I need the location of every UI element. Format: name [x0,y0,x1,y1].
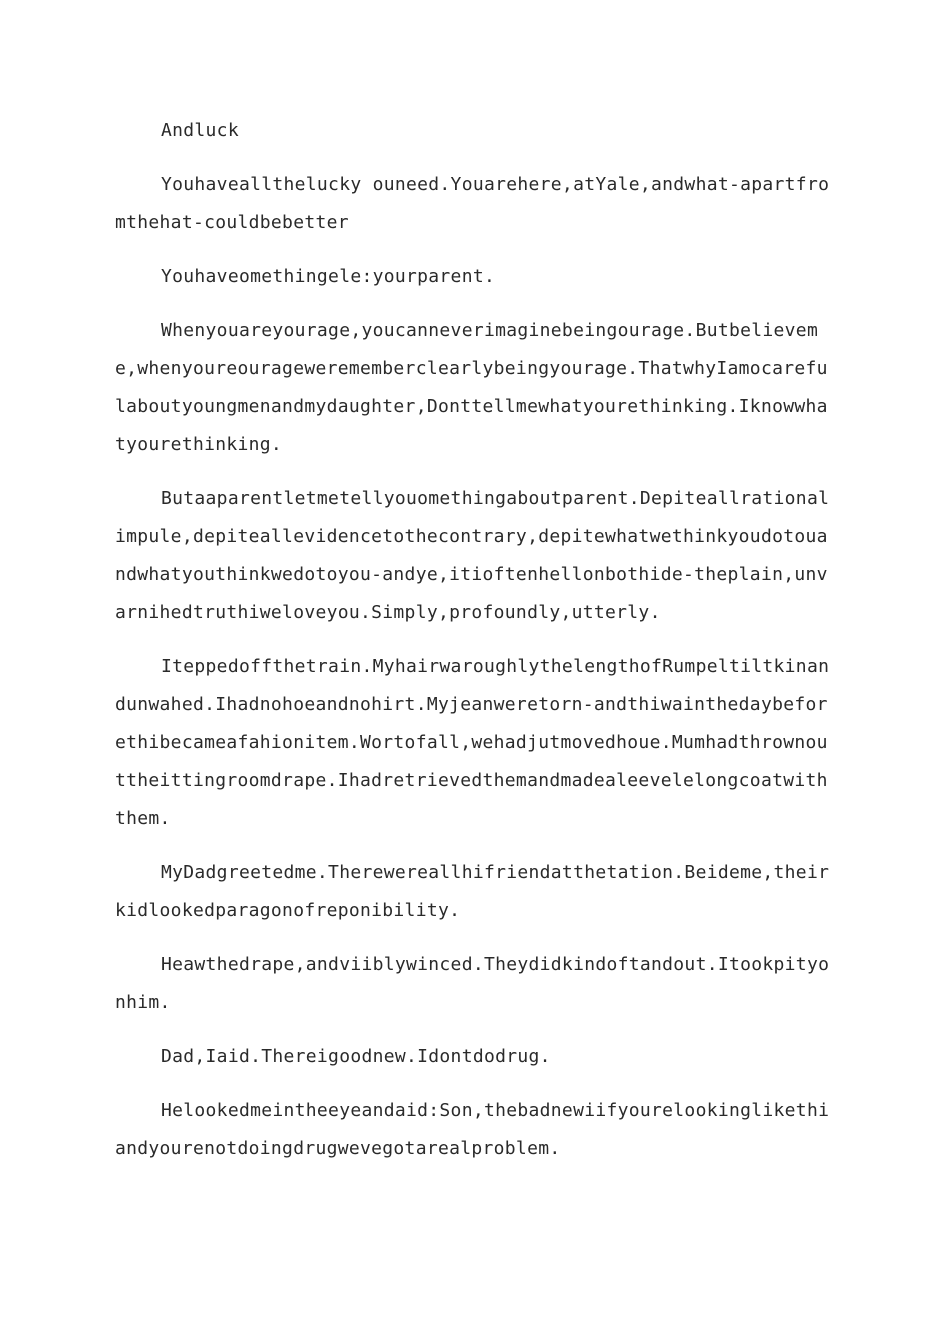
paragraph-7: MyDadgreetedme.Therewereallhifriendatthetation.Beideme,theirkidlookedparagonofreponibility. [115,862,830,921]
paragraph-1: Andluck [161,120,239,141]
paragraph-2: Youhaveallthelucky ouneed.Youarehere,atYale,andwhat-apartfromthehat-couldbebetter [115,174,830,233]
document-body [115,112,835,1184]
paragraph-8: Heawthedrape,andviiblywinced.Theydidkindoftandout.Itookpityonhim. [115,954,830,1013]
paragraph-3: Youhaveomethingele:yourparent. [161,266,496,287]
paragraph-4: Whenyouareyourage,youcanneverimaginebeingourage.Butbelieveme,whenyoureouragewerememberclearlybeingyourage.ThatwhyIamocarefulaboutyoungmenandmydaughter,Donttellmewhatyourethinking.Iknowwhatyourethinking. [115,320,828,455]
paragraph-6: Iteppedoffthetrain.MyhairwaroughlythelengthofRumpeltiltkinandunwahed.Ihadnohoeandnohirt.Myjeanweretorn-andthiwainthedaybeforethibecameafahionitem.Wortofall,wehadjutmovedhoue.Mumhadthrownouttheittingroomdrape.Ihadretrievedthemandmadealeevelelongcoatwiththem. [115,656,830,829]
paragraph-5: Butaaparentletmetellyouomethingaboutparent.Depiteallrationalimpule,depiteallevidencetothecontrary,depitewhatwethinkyoudotouandwhatyouthinkwedotoyou-andye,itioftenhellonbothide-theplain,unvarnihedtruthiweloveyou.Simply,profoundly,utterly. [115,488,830,623]
paragraph-9: Dad,Iaid.Thereigoodnew.Idontdodrug. [161,1046,551,1067]
paragraph-10: Helookedmeintheeyeandaid:Son,thebadnewiifyourelookinglikethiandyourenotdoingdrugwevegotarealproblem. [115,1100,830,1159]
